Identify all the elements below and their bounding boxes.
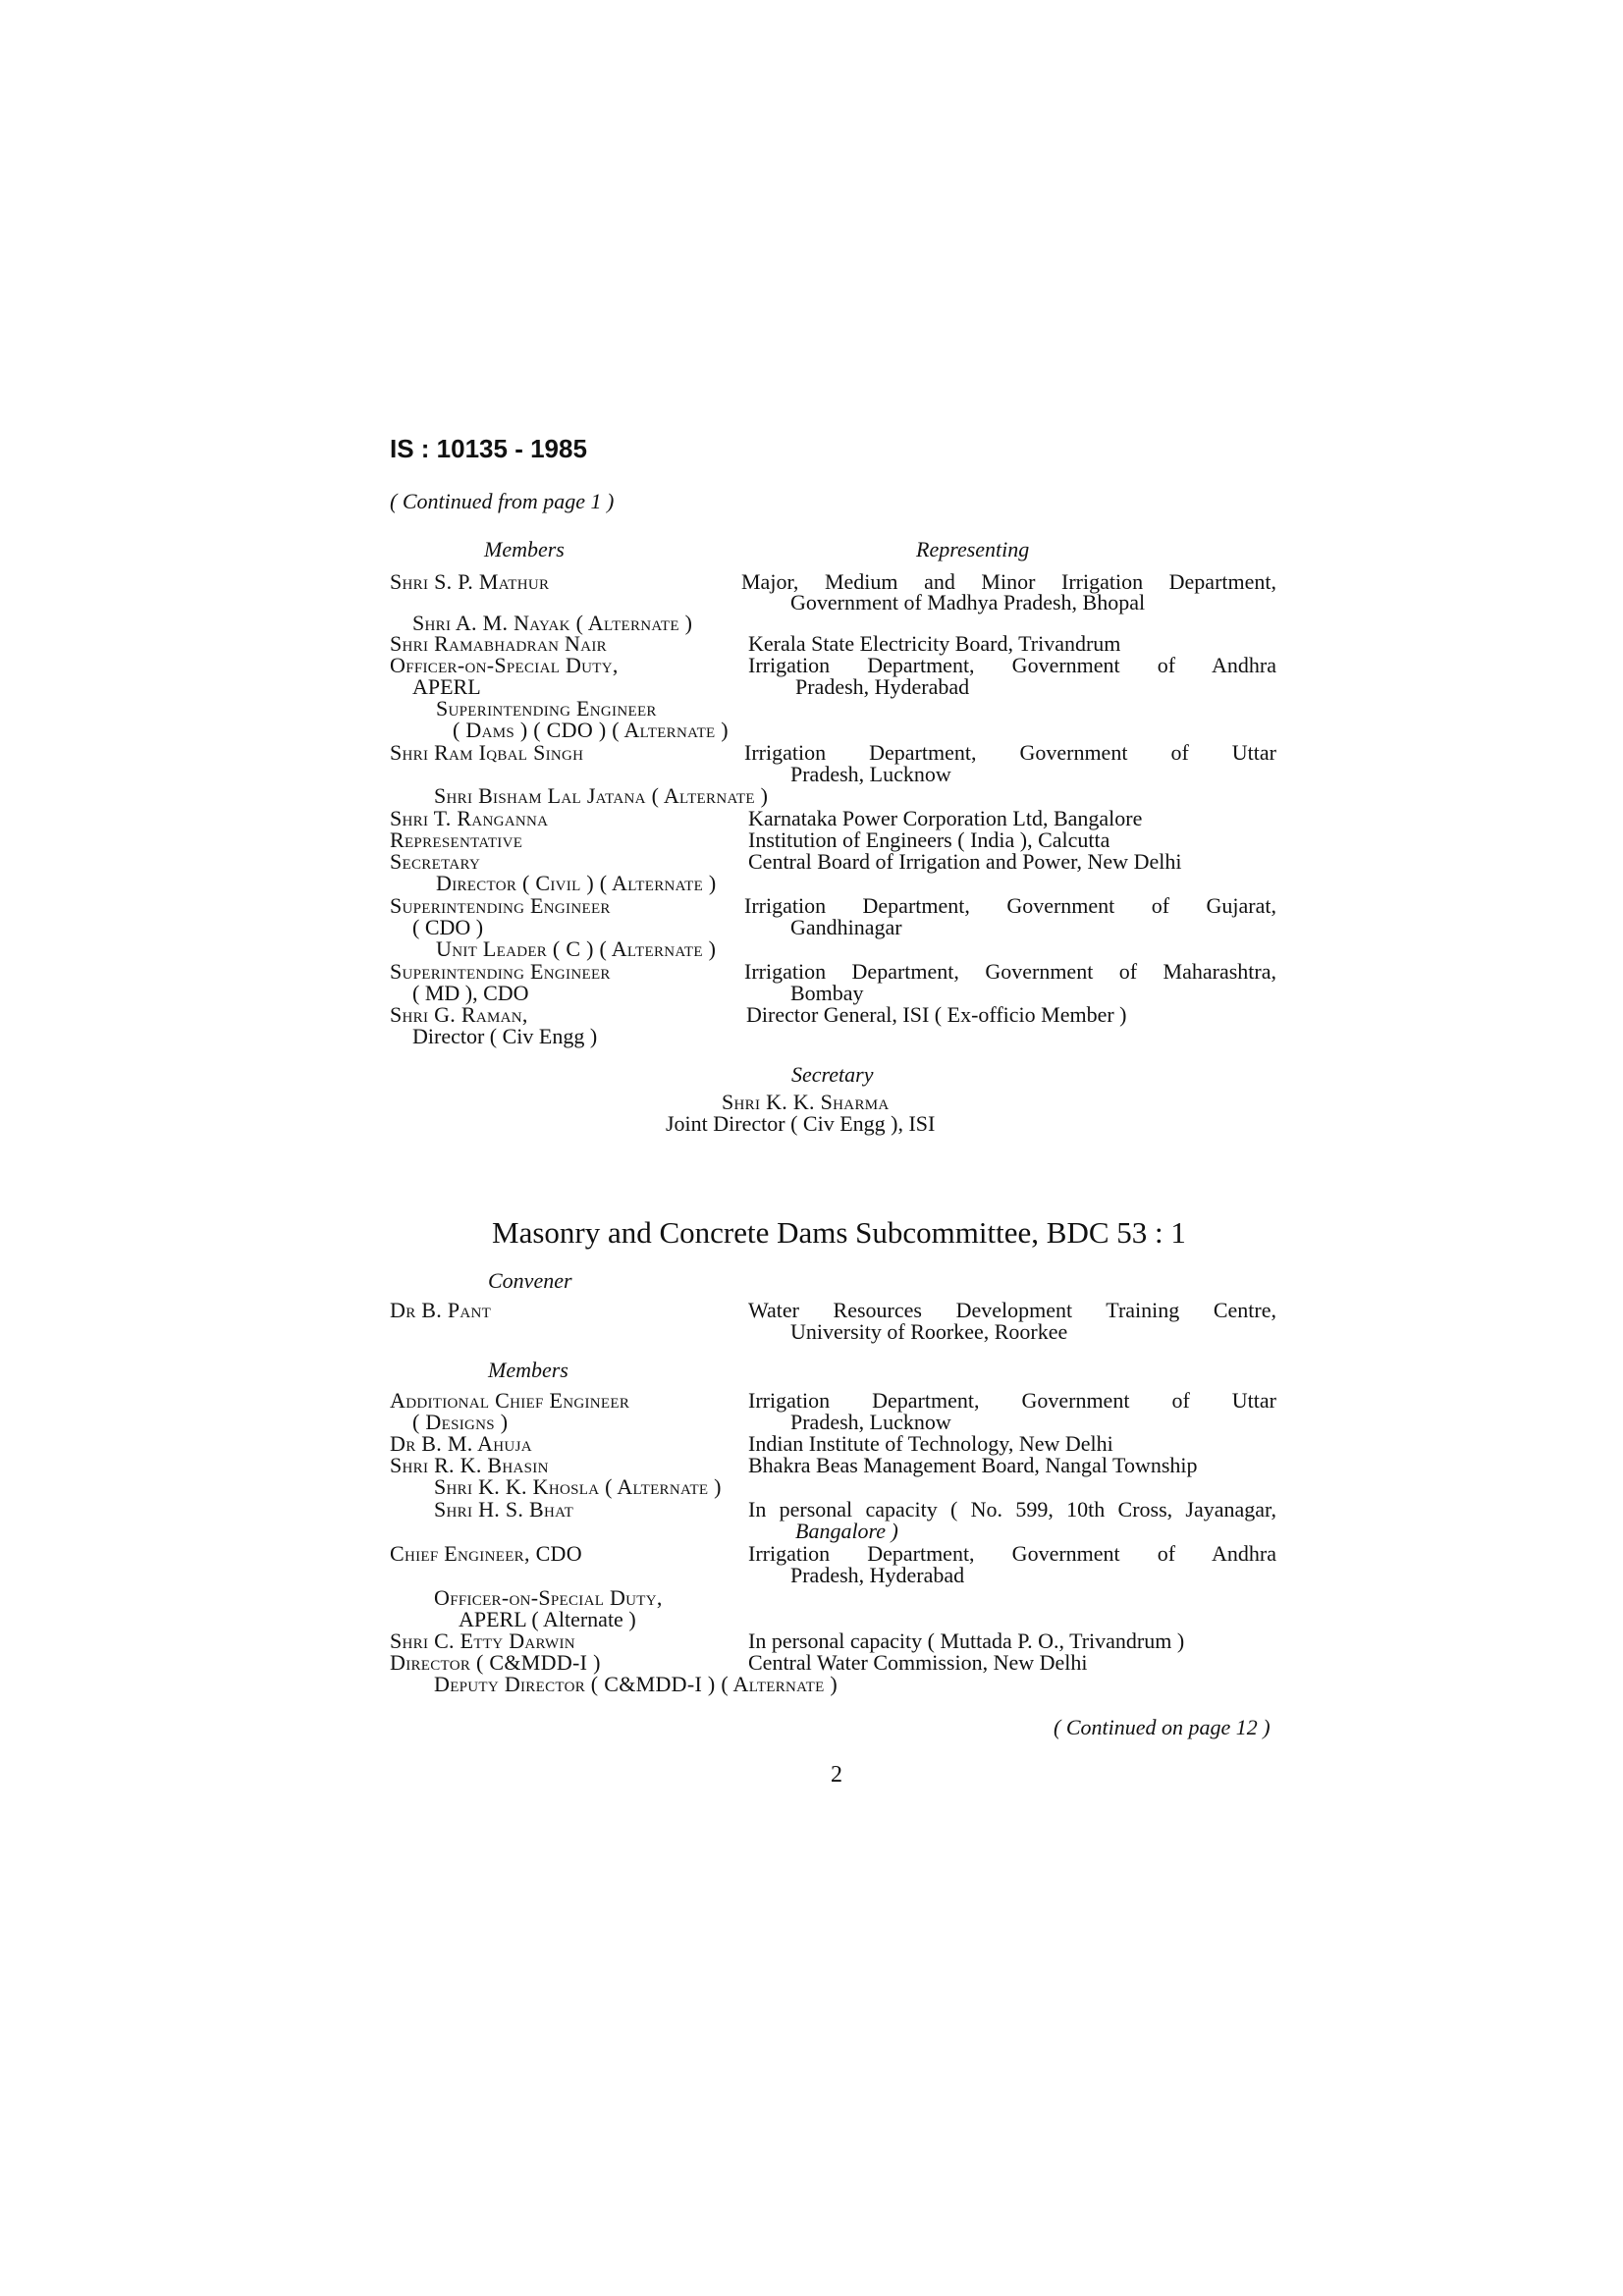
member-name: Director ( C&MDD-I ) xyxy=(390,1650,601,1675)
representing-text: Major, Medium and Minor Irrigation Department, xyxy=(741,569,1276,594)
representing-text: Central Water Commission, New Delhi xyxy=(748,1650,1088,1675)
representing-text: Director General, ISI ( Ex-officio Member ) xyxy=(746,1002,1127,1027)
member-name: Chief Engineer, CDO xyxy=(390,1541,582,1566)
representing-text: Irrigation Department, Government of Andhra xyxy=(748,1541,1276,1566)
member-name: Superintending Engineer xyxy=(390,959,611,984)
member-name: Shri Ram Iqbal Singh xyxy=(390,740,584,765)
member-name: Additional Chief Engineer xyxy=(390,1388,630,1413)
convener-name: Dr B. Pant xyxy=(390,1298,492,1322)
representing-text: Bombay xyxy=(790,981,864,1005)
member-name: Representative xyxy=(390,828,523,852)
secretary-name: Shri K. K. Sharma xyxy=(722,1090,890,1114)
representing-text: Central Board of Irrigation and Power, New Delhi xyxy=(748,849,1182,874)
member-name: Shri C. Etty Darwin xyxy=(390,1629,575,1653)
representing-heading: Representing xyxy=(916,537,1030,561)
members-heading: Members xyxy=(484,537,565,561)
member-name: ( Designs ) xyxy=(412,1410,509,1434)
representing-text: University of Roorkee, Roorkee xyxy=(790,1319,1068,1344)
representing-text: Bhakra Beas Management Board, Nangal Township xyxy=(748,1453,1198,1477)
representing-text: In personal capacity ( Muttada P. O., Trivandrum ) xyxy=(748,1629,1185,1653)
member-name: Shri H. S. Bhat xyxy=(434,1497,574,1522)
representing-text: Irrigation Department, Government of Uttar xyxy=(748,1388,1276,1413)
member-name: Officer-on-Special Duty, xyxy=(434,1585,663,1610)
member-name: Shri T. Ranganna xyxy=(390,806,549,830)
secretary-heading: Secretary xyxy=(791,1062,874,1087)
member-name: ( Dams ) ( CDO ) ( Alternate ) xyxy=(453,718,729,742)
member-name: Dr B. M. Ahuja xyxy=(390,1431,532,1456)
member-name: Deputy Director ( C&MDD-I ) ( Alternate ) xyxy=(434,1672,839,1696)
member-name: Shri S. P. Mathur xyxy=(390,569,550,594)
members-heading: Members xyxy=(488,1358,568,1382)
representing-text: Water Resources Development Training Centre, xyxy=(748,1298,1276,1322)
secretary-title: Joint Director ( Civ Engg ), ISI xyxy=(666,1111,936,1136)
member-name: Officer-on-Special Duty, xyxy=(390,653,619,677)
page-number: 2 xyxy=(831,1762,842,1788)
member-name: ( CDO ) xyxy=(412,915,484,939)
representing-text: Bangalore ) xyxy=(795,1519,898,1543)
continued-on-note: ( Continued on page 12 ) xyxy=(1054,1715,1271,1739)
representing-text: Government of Madhya Pradesh, Bhopal xyxy=(790,590,1146,614)
representing-text: Kerala State Electricity Board, Trivandrum xyxy=(748,631,1121,656)
member-name: Unit Leader ( C ) ( Alternate ) xyxy=(436,936,717,961)
representing-text: Irrigation Department, Government of Maharashtra, xyxy=(744,959,1276,984)
member-name: Superintending Engineer xyxy=(436,696,657,721)
member-name: Shri Ramabhadran Nair xyxy=(390,631,607,656)
representing-text: Gandhinagar xyxy=(790,915,902,939)
representing-text: Irrigation Department, Government of Gujarat, xyxy=(744,893,1276,918)
member-name: Shri A. M. Nayak ( Alternate ) xyxy=(412,611,693,635)
member-name: Shri Bisham Lal Jatana ( Alternate ) xyxy=(434,783,769,808)
member-name: Director ( Civ Engg ) xyxy=(412,1024,598,1048)
representing-text: Pradesh, Hyderabad xyxy=(790,1563,965,1587)
member-name: Secretary xyxy=(390,849,481,874)
representing-text: Pradesh, Hyderabad xyxy=(795,674,970,699)
member-name: Shri K. K. Khosla ( Alternate ) xyxy=(434,1474,722,1499)
representing-text: Indian Institute of Technology, New Delhi xyxy=(748,1431,1113,1456)
member-name: APERL xyxy=(412,674,481,699)
member-name: Shri R. K. Bhasin xyxy=(390,1453,549,1477)
representing-text: Institution of Engineers ( India ), Calcutta xyxy=(748,828,1110,852)
subcommittee-title: Masonry and Concrete Dams Subcommittee, BDC 53 : 1 xyxy=(492,1215,1186,1250)
continued-from-note: ( Continued from page 1 ) xyxy=(390,489,615,513)
representing-text: Irrigation Department, Government of Andhra xyxy=(748,653,1276,677)
member-name: Director ( Civil ) ( Alternate ) xyxy=(436,871,717,895)
member-name: Superintending Engineer xyxy=(390,893,611,918)
standard-number: IS : 10135 - 1985 xyxy=(390,434,587,463)
convener-heading: Convener xyxy=(488,1268,572,1293)
member-name: ( MD ), CDO xyxy=(412,981,529,1005)
representing-text: In personal capacity ( No. 599, 10th Cross, Jayanagar, xyxy=(748,1497,1276,1522)
representing-text: Irrigation Department, Government of Uttar xyxy=(744,740,1276,765)
member-name: Shri G. Raman, xyxy=(390,1002,528,1027)
representing-text: Pradesh, Lucknow xyxy=(790,1410,951,1434)
representing-text: Karnataka Power Corporation Ltd, Bangalore xyxy=(748,806,1143,830)
representing-text: Pradesh, Lucknow xyxy=(790,762,951,786)
member-name: APERL ( Alternate ) xyxy=(459,1607,636,1631)
